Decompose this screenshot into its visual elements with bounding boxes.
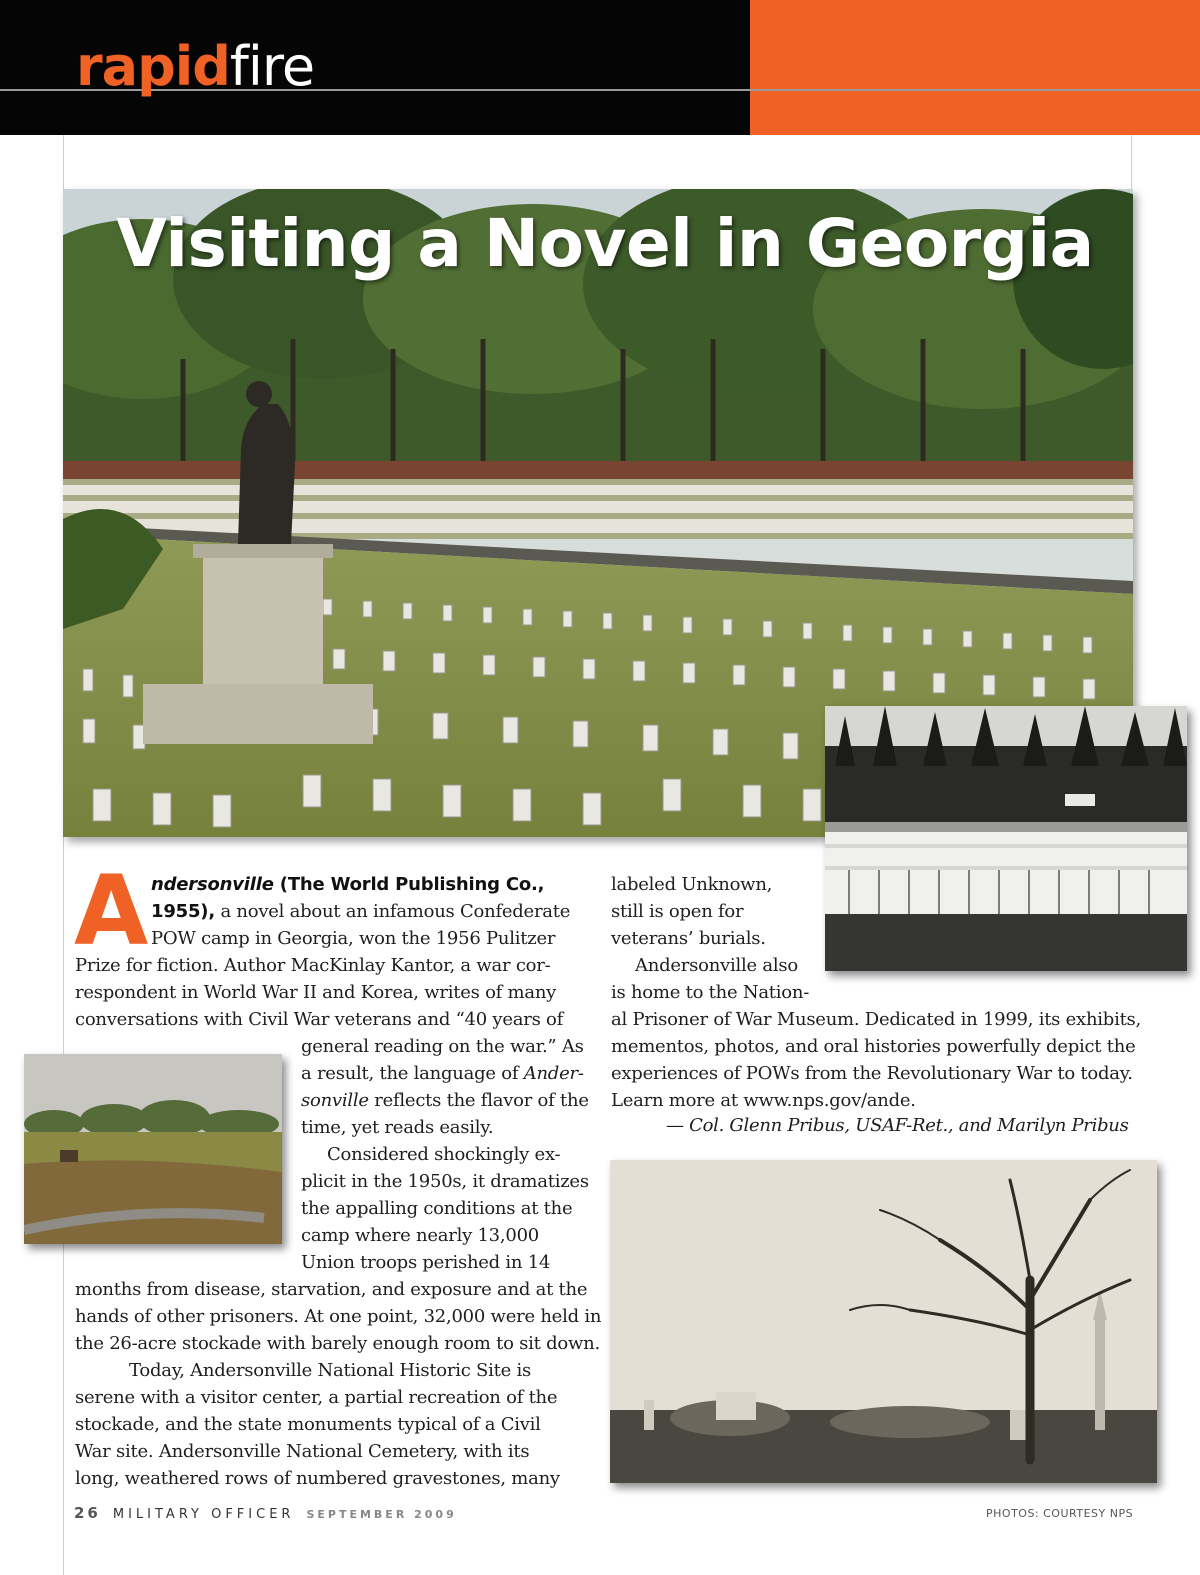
photo-bare-tree-monument — [610, 1160, 1157, 1483]
body-text-line: experiences of POWs from the Revolutionary War to today. — [611, 1063, 1133, 1084]
body-text-line: camp where nearly 13,000 — [301, 1225, 539, 1246]
page-number: 26 — [74, 1504, 101, 1522]
lead-publisher-1: (The World Publishing Co., — [273, 874, 545, 895]
body-text-line: months from disease, starvation, and exposure and at the — [75, 1279, 588, 1300]
header-accent-block — [750, 0, 1200, 135]
page-folio — [74, 1504, 457, 1524]
lead-line-1 — [151, 871, 544, 898]
body-text-line: a novel about an infamous Confederate — [214, 901, 571, 922]
article-headline: Visiting a Novel in Georgia — [116, 205, 1094, 282]
body-text-line: is home to the Nation- — [611, 982, 810, 1003]
section-title-rapid: rapid — [76, 35, 230, 98]
body-text-line: POW camp in Georgia, won the 1956 Pulitzer — [151, 928, 556, 949]
body-text-line: Union troops perished in 14 — [301, 1252, 551, 1273]
photo-credit: PHOTOS: COURTESY NPS — [986, 1507, 1134, 1520]
lead-publisher-2: 1955), — [151, 901, 215, 922]
body-text-line: respondent in World War II and Korea, writes of many — [75, 982, 557, 1003]
body-text-line: conversations with Civil War veterans and “40 years of — [75, 1009, 564, 1030]
photo-historic-cemetery — [825, 706, 1187, 971]
body-text-line: the 26-acre stockade with barely enough room to sit down. — [75, 1333, 600, 1354]
body-text-line: the appalling conditions at the — [301, 1198, 573, 1219]
book-title-lead: ndersonville — [151, 874, 274, 895]
body-text-line: veterans’ burials. — [611, 928, 766, 949]
page-frame-right-rule — [1131, 135, 1132, 190]
magazine-name: MILITARY OFFICER — [112, 1507, 295, 1522]
body-text-line: mementos, photos, and oral histories powerfully depict the — [611, 1036, 1136, 1057]
body-text-line: War site. Andersonville National Cemetery, with its — [75, 1441, 530, 1462]
body-text-line: Prize for fiction. Author MacKinlay Kantor, a war cor- — [75, 955, 551, 976]
photo-historic-site-landscape — [24, 1054, 282, 1244]
book-title-inline: Ander- — [523, 1063, 584, 1084]
section-title-fire: fire — [229, 35, 315, 98]
body-text-line: plicit in the 1950s, it dramatizes — [301, 1171, 589, 1192]
body-text-line: stockade, and the state monuments typical of a Civil — [75, 1414, 541, 1435]
body-text-line: Today, Andersonville National Historic Site is — [129, 1360, 531, 1381]
body-text-line: Considered shockingly ex- — [327, 1144, 561, 1165]
body-text-line: serene with a visitor center, a partial recreation of the — [75, 1387, 558, 1408]
drop-cap: A — [74, 855, 149, 967]
section-title — [76, 32, 314, 102]
body-text-line: time, yet reads easily. — [301, 1117, 494, 1138]
body-text-line: general reading on the war.” As — [301, 1036, 584, 1057]
lead-line-2 — [151, 898, 570, 925]
body-text-line: hands of other prisoners. At one point, 32,000 were held in — [75, 1306, 602, 1327]
body-text-line: sonville reflects the flavor of the — [301, 1090, 589, 1111]
body-text-line: labeled Unknown, — [611, 874, 773, 895]
issue-date: SEPTEMBER 2009 — [306, 1508, 457, 1521]
book-title-inline: sonville — [301, 1090, 369, 1111]
body-text-line: a result, the language of Ander- — [301, 1063, 584, 1084]
body-text-line: still is open for — [611, 901, 744, 922]
author-byline: — Col. Glenn Pribus, USAF-Ret., and Marilyn Pribus — [666, 1115, 1129, 1136]
body-text-line: Learn more at www.nps.gov/ande. — [611, 1090, 916, 1111]
body-text-line: long, weathered rows of numbered gravestones, many — [75, 1468, 560, 1489]
body-text-line: Andersonville also — [635, 955, 798, 976]
body-text-line: al Prisoner of War Museum. Dedicated in 1999, its exhibits, — [611, 1009, 1142, 1030]
